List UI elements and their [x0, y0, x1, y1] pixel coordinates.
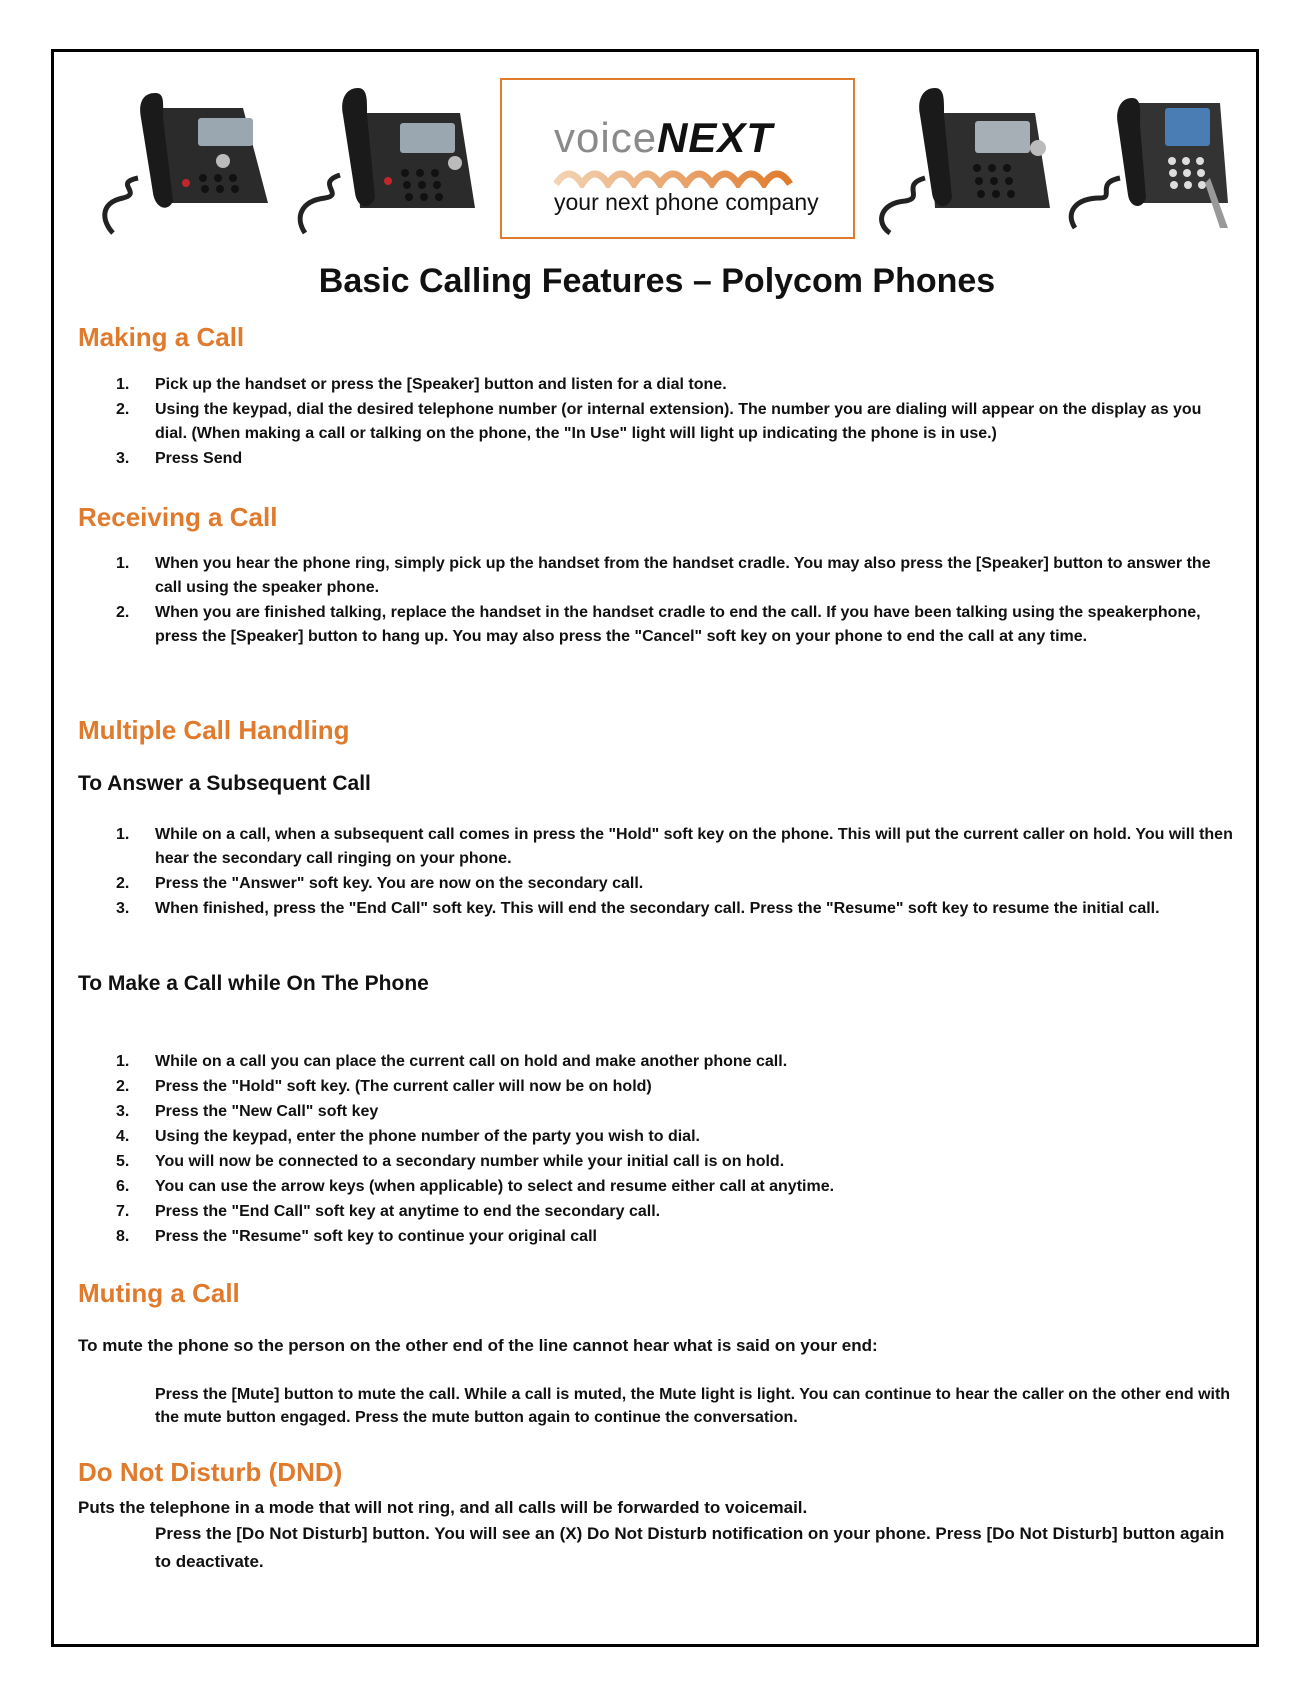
step-number: 1. — [116, 555, 130, 572]
step-text: Press Send — [155, 450, 243, 467]
list-item — [116, 1225, 1234, 1249]
logo-tagline: your next phone company — [554, 189, 819, 215]
making-call-steps — [116, 373, 1234, 472]
step-text: Using the keypad, enter the phone number of the party you wish to dial. — [155, 1128, 700, 1145]
list-item — [116, 552, 1234, 600]
list-item — [116, 373, 1234, 397]
logo-voice: voice — [554, 114, 658, 161]
step-text: Pick up the handset or press the [Speaker] button and listen for a dial tone. — [155, 376, 727, 393]
list-item — [116, 1175, 1234, 1199]
logo-wordmark — [554, 114, 773, 162]
list-item — [116, 897, 1234, 921]
logo-next: NEXT — [657, 114, 774, 161]
step-text: Press the "Resume" soft key to continue your original call — [155, 1228, 597, 1245]
list-item — [116, 823, 1234, 871]
step-number: 7. — [116, 1203, 130, 1220]
polycom-phone-image — [1060, 83, 1230, 238]
step-number: 1. — [116, 826, 130, 843]
list-item — [116, 447, 1234, 471]
step-number: 2. — [116, 401, 130, 418]
polycom-phone-image — [93, 83, 273, 238]
heading-making-a-call: Making a Call — [78, 322, 245, 352]
page-title: Basic Calling Features – Polycom Phones — [318, 262, 996, 300]
step-text: You can use the arrow keys (when applicable) to select and resume either call at anytime. — [155, 1178, 835, 1195]
list-item — [116, 1150, 1234, 1174]
step-text: While on a call, when a subsequent call comes in press the "Hold" soft key on the phone. This will put the current caller on hold. You will then hear the secondary call ringing on your phone. — [155, 826, 1233, 867]
polycom-phone-image — [855, 83, 1055, 238]
polycom-phone-image — [290, 83, 480, 238]
step-text: Using the keypad, dial the desired telephone number (or internal extension). The number you are dialing will appear on the display as you dial. (When making a call or talking on the phone, the "In Use" light will light up indicating the phone is in use.) — [155, 401, 1202, 442]
heading-do-not-disturb: Do Not Disturb (DND) — [78, 1457, 343, 1487]
make-call-steps — [116, 1050, 1234, 1250]
list-item — [116, 872, 1234, 896]
muting-body: Press the [Mute] button to mute the call. While a call is muted, the Mute light is light. You can continue to hear the caller on the other end with the mute button engaged. Press the mute button again to continue the conversation. — [155, 1386, 1231, 1426]
list-item — [116, 1200, 1234, 1224]
step-text: You will now be connected to a secondary number while your initial call is on hold. — [155, 1153, 785, 1170]
list-item — [116, 398, 1234, 446]
logo-waves-icon — [554, 162, 799, 188]
step-text: When you are finished talking, replace the handset in the handset cradle to end the call. If you have been talking using the speakerphone, press the [Speaker] button to hang up. You may also press the "Cancel" soft key on your phone to end the call at any time. — [155, 604, 1201, 645]
voicenext-logo — [500, 78, 855, 239]
step-text: When you hear the phone ring, simply pick up the handset from the handset cradle. You may also press the [Speaker] button to answer the call using the speaker phone. — [155, 555, 1211, 596]
list-item — [116, 1100, 1234, 1124]
step-number: 1. — [116, 1053, 130, 1070]
step-number: 5. — [116, 1153, 130, 1170]
dnd-intro: Puts the telephone in a mode that will not ring, and all calls will be forwarded to voicemail. — [78, 1498, 808, 1517]
receiving-call-steps — [116, 552, 1234, 650]
heading-muting-a-call: Muting a Call — [78, 1278, 240, 1308]
list-item — [116, 1075, 1234, 1099]
step-text: When finished, press the "End Call" soft key. This will end the secondary call. Press the "Resume" soft key to resume the initial call. — [155, 900, 1160, 917]
step-number: 3. — [116, 1103, 130, 1120]
step-number: 6. — [116, 1178, 130, 1195]
header-banner — [85, 75, 1230, 243]
subheading-answer-subsequent-call: To Answer a Subsequent Call — [78, 772, 371, 795]
list-item — [116, 1125, 1234, 1149]
muting-intro: To mute the phone so the person on the other end of the line cannot hear what is said on your end: — [78, 1336, 878, 1355]
step-number: 4. — [116, 1128, 130, 1145]
step-number: 3. — [116, 900, 130, 917]
heading-multiple-call-handling: Multiple Call Handling — [78, 715, 350, 745]
heading-receiving-a-call: Receiving a Call — [78, 502, 278, 532]
step-text: Press the "Hold" soft key. (The current caller will now be on hold) — [155, 1078, 652, 1095]
step-text: Press the "New Call" soft key — [155, 1103, 379, 1120]
step-number: 2. — [116, 604, 130, 621]
step-number: 2. — [116, 875, 130, 892]
step-text: Press the "End Call" soft key at anytime to end the secondary call. — [155, 1203, 661, 1220]
list-item — [116, 601, 1234, 649]
step-number: 8. — [116, 1228, 130, 1245]
list-item — [116, 1050, 1234, 1074]
step-number: 1. — [116, 376, 130, 393]
step-number: 3. — [116, 450, 130, 467]
step-text: Press the "Answer" soft key. You are now on the secondary call. — [155, 875, 644, 892]
dnd-body: Press the [Do Not Disturb] button. You will see an (X) Do Not Disturb notification on your phone. Press [Do Not Disturb] button again to deactivate. — [155, 1524, 1225, 1571]
subheading-make-call-while-on-phone: To Make a Call while On The Phone — [78, 972, 429, 995]
step-number: 2. — [116, 1078, 130, 1095]
answer-subsequent-steps — [116, 823, 1234, 922]
step-text: While on a call you can place the current call on hold and make another phone call. — [155, 1053, 788, 1070]
